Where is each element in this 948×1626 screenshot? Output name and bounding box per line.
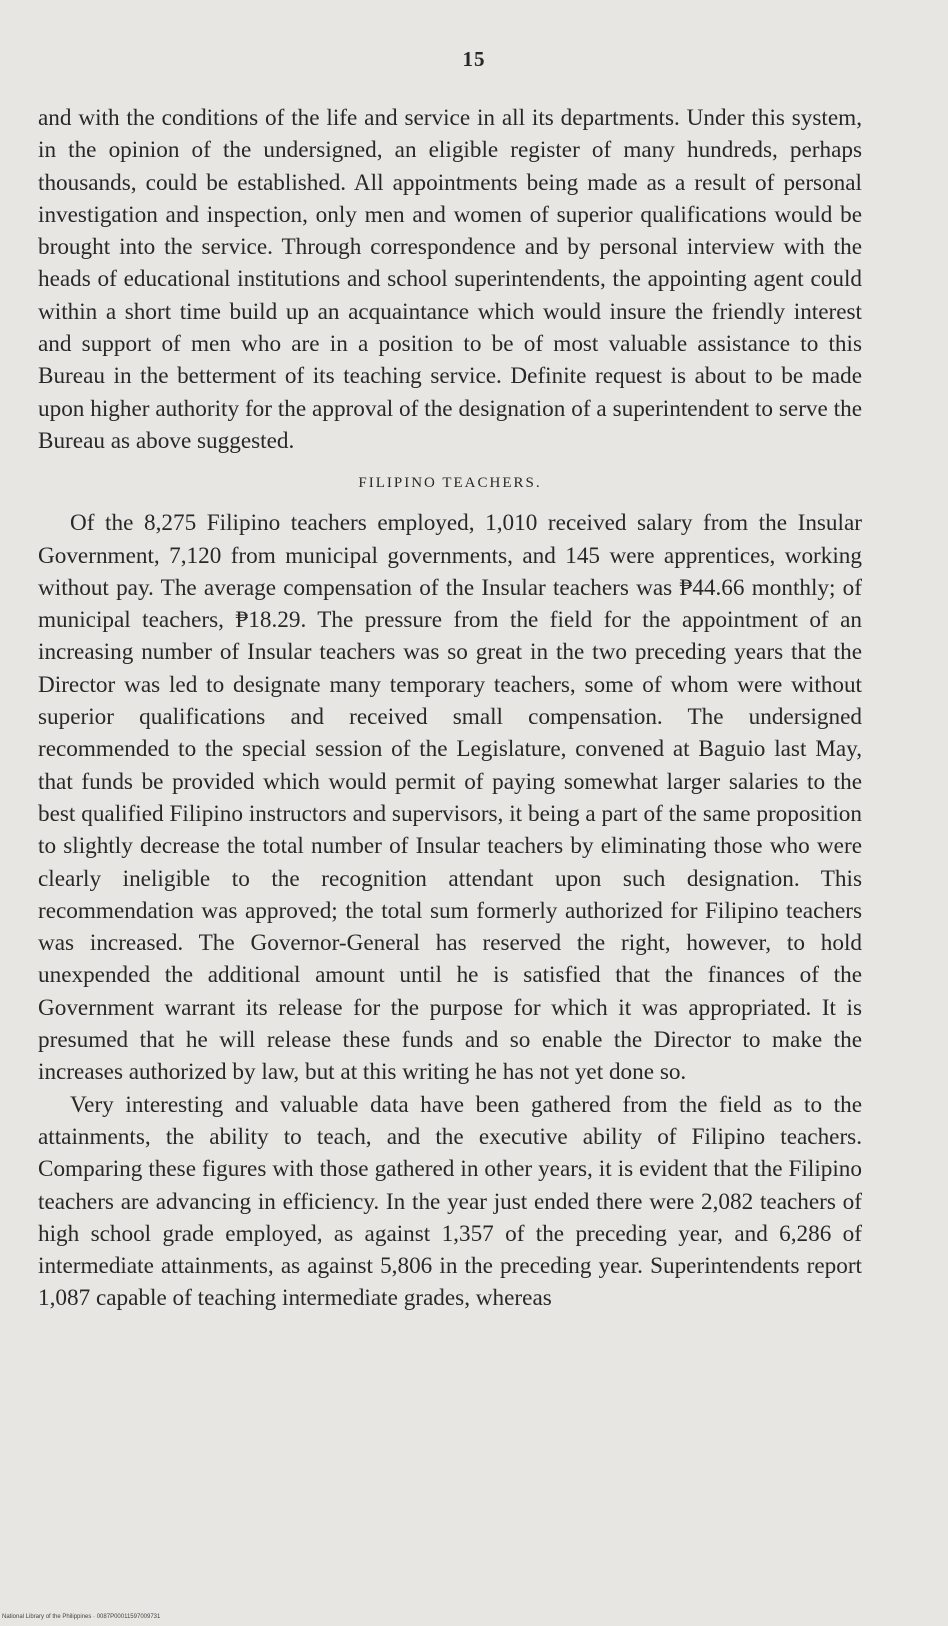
paragraph-continuation: and with the conditions of the life and service in all its departments. Under this system, in the opinion of the undersigned, an eligible register of many hundreds, perhaps thousands, could be established. All appointments being made as a result of personal investigation and inspection, only men and women of superior qualifications would be brought into the service. Through correspondence and by personal interview with the heads of educational institutions and school superintendents, the appointing agent could within a short time build up an acquaintance which would insure the friendly interest and support of men who are in a position to be of most valuable assistance to this Bureau in the betterment of its teaching service. Definite request is about to be made upon higher authority for the approval of the designation of a superintendent to serve the Bureau as above suggested. [38, 105, 862, 454]
archive-footer: National Library of the Philippines · 0087P00011597009731 [2, 1614, 161, 1620]
section-heading: FILIPINO TEACHERS. [358, 475, 542, 492]
paragraph-filipino-teachers-2: Very interesting and valuable data have been gathered from the field as to the attainments, the ability to teach, and the executive ability of Filipino teachers. Comparing these figures with those gathered in other years, it is evident that the Filipino teachers are advancing in efficiency. In the year just ended there were 2,082 teachers of high school grade employed, as against 1,357 of the preceding year, and 6,286 of intermediate attainments, as against 5,806 in the preceding year. Superintendents report 1,087 capable of teaching intermediate grades, whereas [38, 1091, 862, 1312]
paragraph-filipino-teachers-1: Of the 8,275 Filipino teachers employed, 1,010 received salary from the Insular Government, 7,120 from municipal governments, and 145 were apprentices, working without pay. The average compensation of the Insular teachers was ₱44.66 monthly; of municipal teachers, ₱18.29. The pressure from the field for the appointment of an increasing number of Insular teachers was so great in the two preceding years that the Director was led to designate many temporary teachers, some of whom were without superior qualifications and received small compensation. The undersigned recommended to the special session of the Legislature, convened at Baguio last May, that funds be provided which would permit of paying somewhat larger salaries to the best qualified Filipino instructors and supervisors, it being a part of the same proposition to slightly decrease the total number of Insular teachers by eliminating those who were clearly ineligible to the recognition attendant upon such designation. This recommendation was approved; the total sum formerly authorized for Filipino teachers was increased. The Governor-General has reserved the right, however, to hold unexpended the additional amount until he is satisfied that the finances of the Government warrant its release for the purpose for which it was appropriated. It is presumed that he will release these funds and so enable the Director to make the increases authorized by law, but at this writing he has not yet done so. [38, 510, 862, 1086]
page-number: 15 [462, 47, 486, 71]
body-text [38, 102, 862, 1315]
